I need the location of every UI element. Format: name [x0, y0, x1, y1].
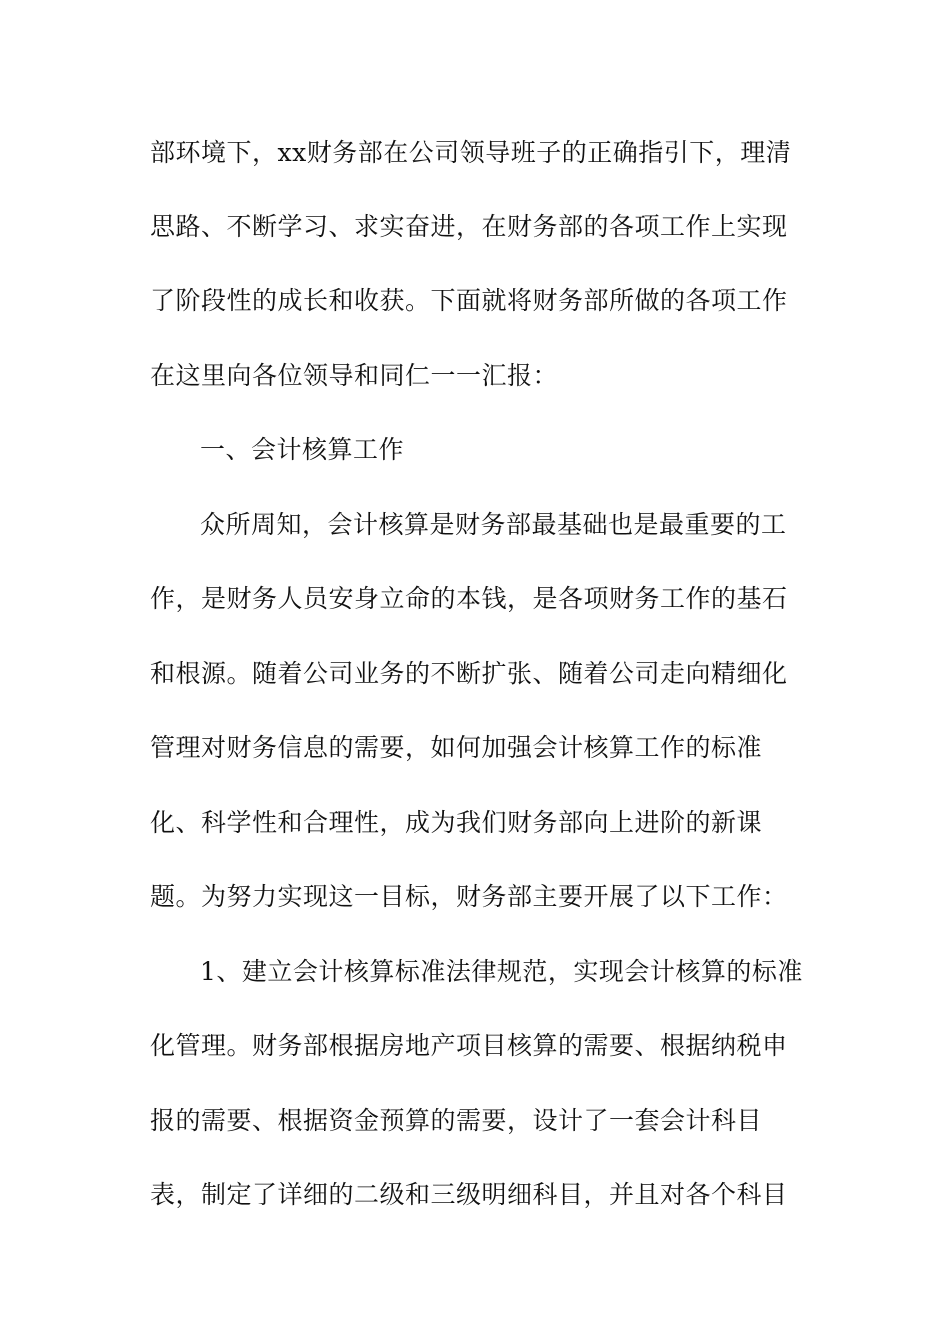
body-text-line: 了阶段性的成长和收获。下面就将财务部所做的各项工作 — [150, 286, 788, 315]
body-text-line: 部环境下，xx财务部在公司领导班子的正确指引下，理清 — [150, 138, 792, 167]
body-text-line: 化管理。财务部根据房地产项目核算的需要、根据纳税申 — [150, 1031, 788, 1060]
body-text-line: 表，制定了详细的二级和三级明细科目，并且对各个科目 — [150, 1180, 788, 1209]
body-text-line: 管理对财务信息的需要，如何加强会计核算工作的标准 — [150, 733, 763, 762]
body-text-line: 在这里向各位领导和同仁一一汇报： — [150, 361, 559, 390]
body-text-line: 思路、不断学习、求实奋进，在财务部的各项工作上实现 — [150, 212, 788, 241]
body-text-line: 和根源。随着公司业务的不断扩张、随着公司走向精细化 — [150, 659, 788, 688]
section-heading: 一、会计核算工作 — [200, 435, 405, 464]
body-text-line: 题。为努力实现这一目标，财务部主要开展了以下工作： — [150, 882, 788, 911]
body-text-line: 1、建立会计核算标准法律规范，实现会计核算的标准 — [200, 957, 803, 986]
body-text-line: 报的需要、根据资金预算的需要，设计了一套会计科目 — [150, 1106, 763, 1135]
body-text-line: 众所周知，会计核算是财务部最基础也是最重要的工 — [200, 510, 787, 539]
body-text-line: 化、科学性和合理性，成为我们财务部向上进阶的新课 — [150, 808, 763, 837]
body-text-line: 作，是财务人员安身立命的本钱，是各项财务工作的基石 — [150, 584, 788, 613]
